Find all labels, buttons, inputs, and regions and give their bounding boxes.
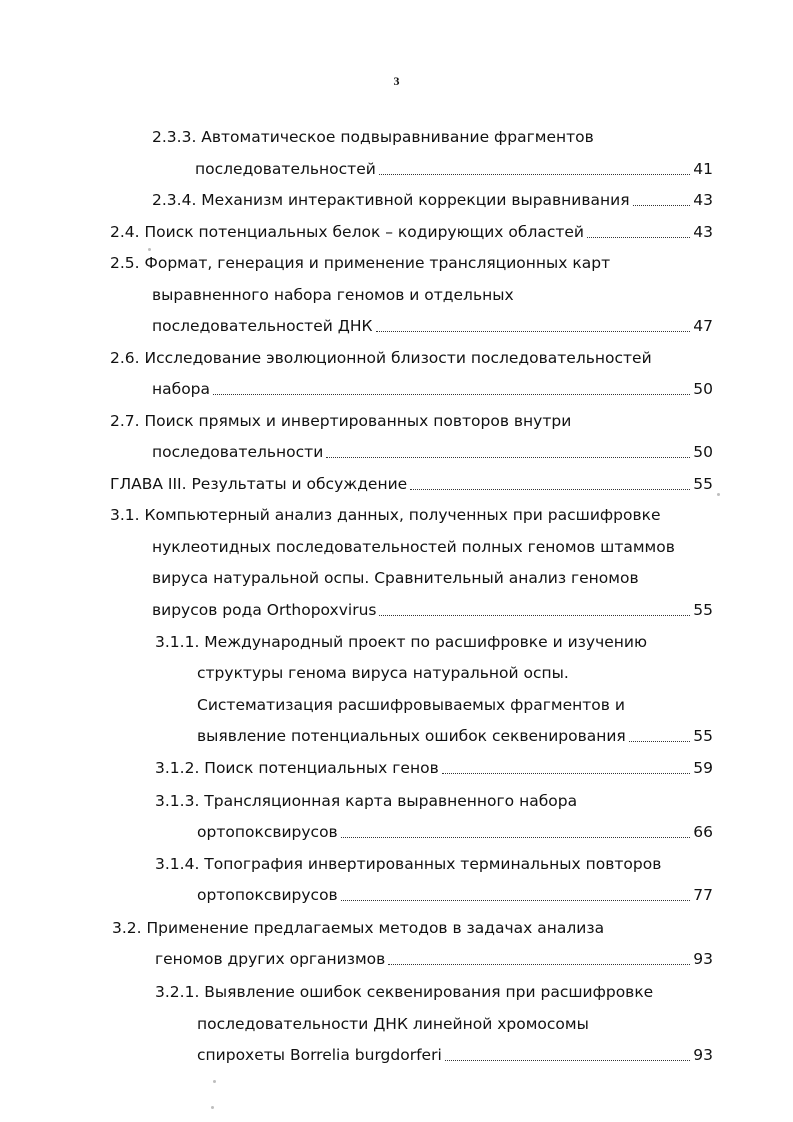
toc-entry-text: 2.3.3. Автоматическое подвыравнивание фрагментов (152, 128, 594, 146)
toc-line (197, 1039, 713, 1065)
dot-leader (442, 773, 690, 774)
page-number: 3 (393, 74, 400, 88)
toc-line (197, 720, 713, 746)
toc-line (110, 499, 661, 525)
toc-page-number: 50 (693, 443, 713, 461)
toc-line (195, 153, 713, 179)
toc-line (155, 976, 653, 1002)
toc-line (197, 657, 569, 683)
toc-line (197, 1008, 589, 1034)
toc-entry-text: 3.1. Компьютерный анализ данных, полученных при расшифровке (110, 506, 661, 524)
dot-leader (213, 394, 690, 395)
toc-entry-text: последовательности (152, 443, 324, 461)
toc-entry-text: ГЛАВА III. Результаты и обсуждение (110, 475, 408, 493)
dot-leader (388, 964, 690, 965)
toc-page-number: 59 (693, 759, 713, 777)
dot-leader (326, 457, 690, 458)
toc-entry-text: 3.1.1. Международный проект по расшифровке и изучению (155, 633, 648, 651)
dot-leader (410, 489, 690, 490)
toc-entry-text: 3.1.2. Поиск потенциальных генов (155, 759, 439, 777)
toc-entry-text: ортопоксвирусов (197, 823, 338, 841)
toc-entry-text: набора (152, 380, 211, 398)
toc-line (155, 943, 713, 969)
toc-entry-text: последовательностей (195, 160, 376, 178)
toc-entry-text: геномов других организмов (155, 950, 386, 968)
toc-entry-text: 3.2. Применение предлагаемых методов в задачах анализа (112, 919, 605, 937)
toc-entry-text: Систематизация расшифровываемых фрагментов и (197, 696, 625, 714)
toc-page-number: 55 (693, 727, 713, 745)
toc-entry-text: выявление потенциальных ошибок секвенирования (197, 727, 626, 745)
toc-line (152, 184, 713, 210)
toc-line (155, 626, 647, 652)
toc-line (110, 216, 713, 242)
toc-line (152, 279, 514, 305)
dot-leader (587, 237, 690, 238)
toc-line (152, 562, 639, 588)
toc-entry-text: выравненного набора геномов и отдельных (152, 286, 514, 304)
toc-line (197, 816, 713, 842)
toc-page-number: 55 (693, 475, 713, 493)
toc-entry-text: 3.1.3. Трансляционная карта выравненного набора (155, 792, 578, 810)
toc-line (112, 912, 604, 938)
toc-line (155, 848, 661, 874)
toc-line (152, 373, 713, 399)
scan-speck (148, 248, 151, 251)
scan-speck (213, 1080, 216, 1083)
dot-leader (341, 900, 690, 901)
toc-entry-text: 2.4. Поиск потенциальных белок – кодирующих областей (110, 223, 585, 241)
toc-page-number: 55 (693, 601, 713, 619)
toc-page-number: 47 (693, 317, 713, 335)
toc-entry-text: ортопоксвирусов (197, 886, 338, 904)
toc-page-number: 50 (693, 380, 713, 398)
toc-entry-text: 2.7. Поиск прямых и инвертированных повторов внутри (110, 412, 572, 430)
toc-entry-text: структуры генома вируса натуральной оспы. (197, 664, 569, 682)
toc-entry-text: спирохеты Borrelia burgdorferi (197, 1046, 442, 1064)
dot-leader (629, 741, 690, 742)
toc-entry-text: вирусов рода Orthopoxvirus (152, 601, 377, 619)
toc-line (152, 310, 713, 336)
toc-entry-text: 3.1.4. Топография инвертированных терминальных повторов (155, 855, 662, 873)
toc-page-number: 93 (693, 1046, 713, 1064)
toc-entry-text: вируса натуральной оспы. Сравнительный анализ геномов (152, 569, 639, 587)
toc-line (197, 689, 625, 715)
toc-line (110, 468, 713, 494)
dot-leader (341, 837, 690, 838)
toc-page-number: 43 (693, 223, 713, 241)
toc-entry-text: нуклеотидных последовательностей полных геномов штаммов (152, 538, 675, 556)
toc-line (197, 879, 713, 905)
toc-line (110, 405, 571, 431)
toc-line (152, 531, 675, 557)
toc-entry-text: 2.3.4. Механизм интерактивной коррекции выравнивания (152, 191, 630, 209)
toc-line (152, 594, 713, 620)
toc-page-number: 77 (693, 886, 713, 904)
toc-line (155, 752, 713, 778)
toc-entry-text: 2.6. Исследование эволюционной близости последовательностей (110, 349, 652, 367)
scan-speck (211, 1106, 214, 1109)
dot-leader (379, 174, 690, 175)
toc-entry-text: последовательностей ДНК (152, 317, 373, 335)
toc-line (155, 785, 577, 811)
toc-page-number: 43 (693, 191, 713, 209)
dot-leader (376, 331, 691, 332)
toc-line (152, 436, 713, 462)
toc-line (152, 121, 594, 147)
toc-entry-text: 3.2.1. Выявление ошибок секвенирования при расшифровке (155, 983, 654, 1001)
toc-entry-text: 2.5. Формат, генерация и применение трансляционных карт (110, 254, 611, 272)
dot-leader (379, 615, 690, 616)
toc-line (110, 247, 610, 273)
toc-entry-text: последовательности ДНК линейной хромосомы (197, 1015, 589, 1033)
toc-page-number: 93 (693, 950, 713, 968)
toc-page-number: 41 (693, 160, 713, 178)
toc-line (110, 342, 652, 368)
toc-page-number: 66 (693, 823, 713, 841)
dot-leader (633, 205, 690, 206)
scan-speck (717, 493, 720, 496)
dot-leader (445, 1060, 690, 1061)
